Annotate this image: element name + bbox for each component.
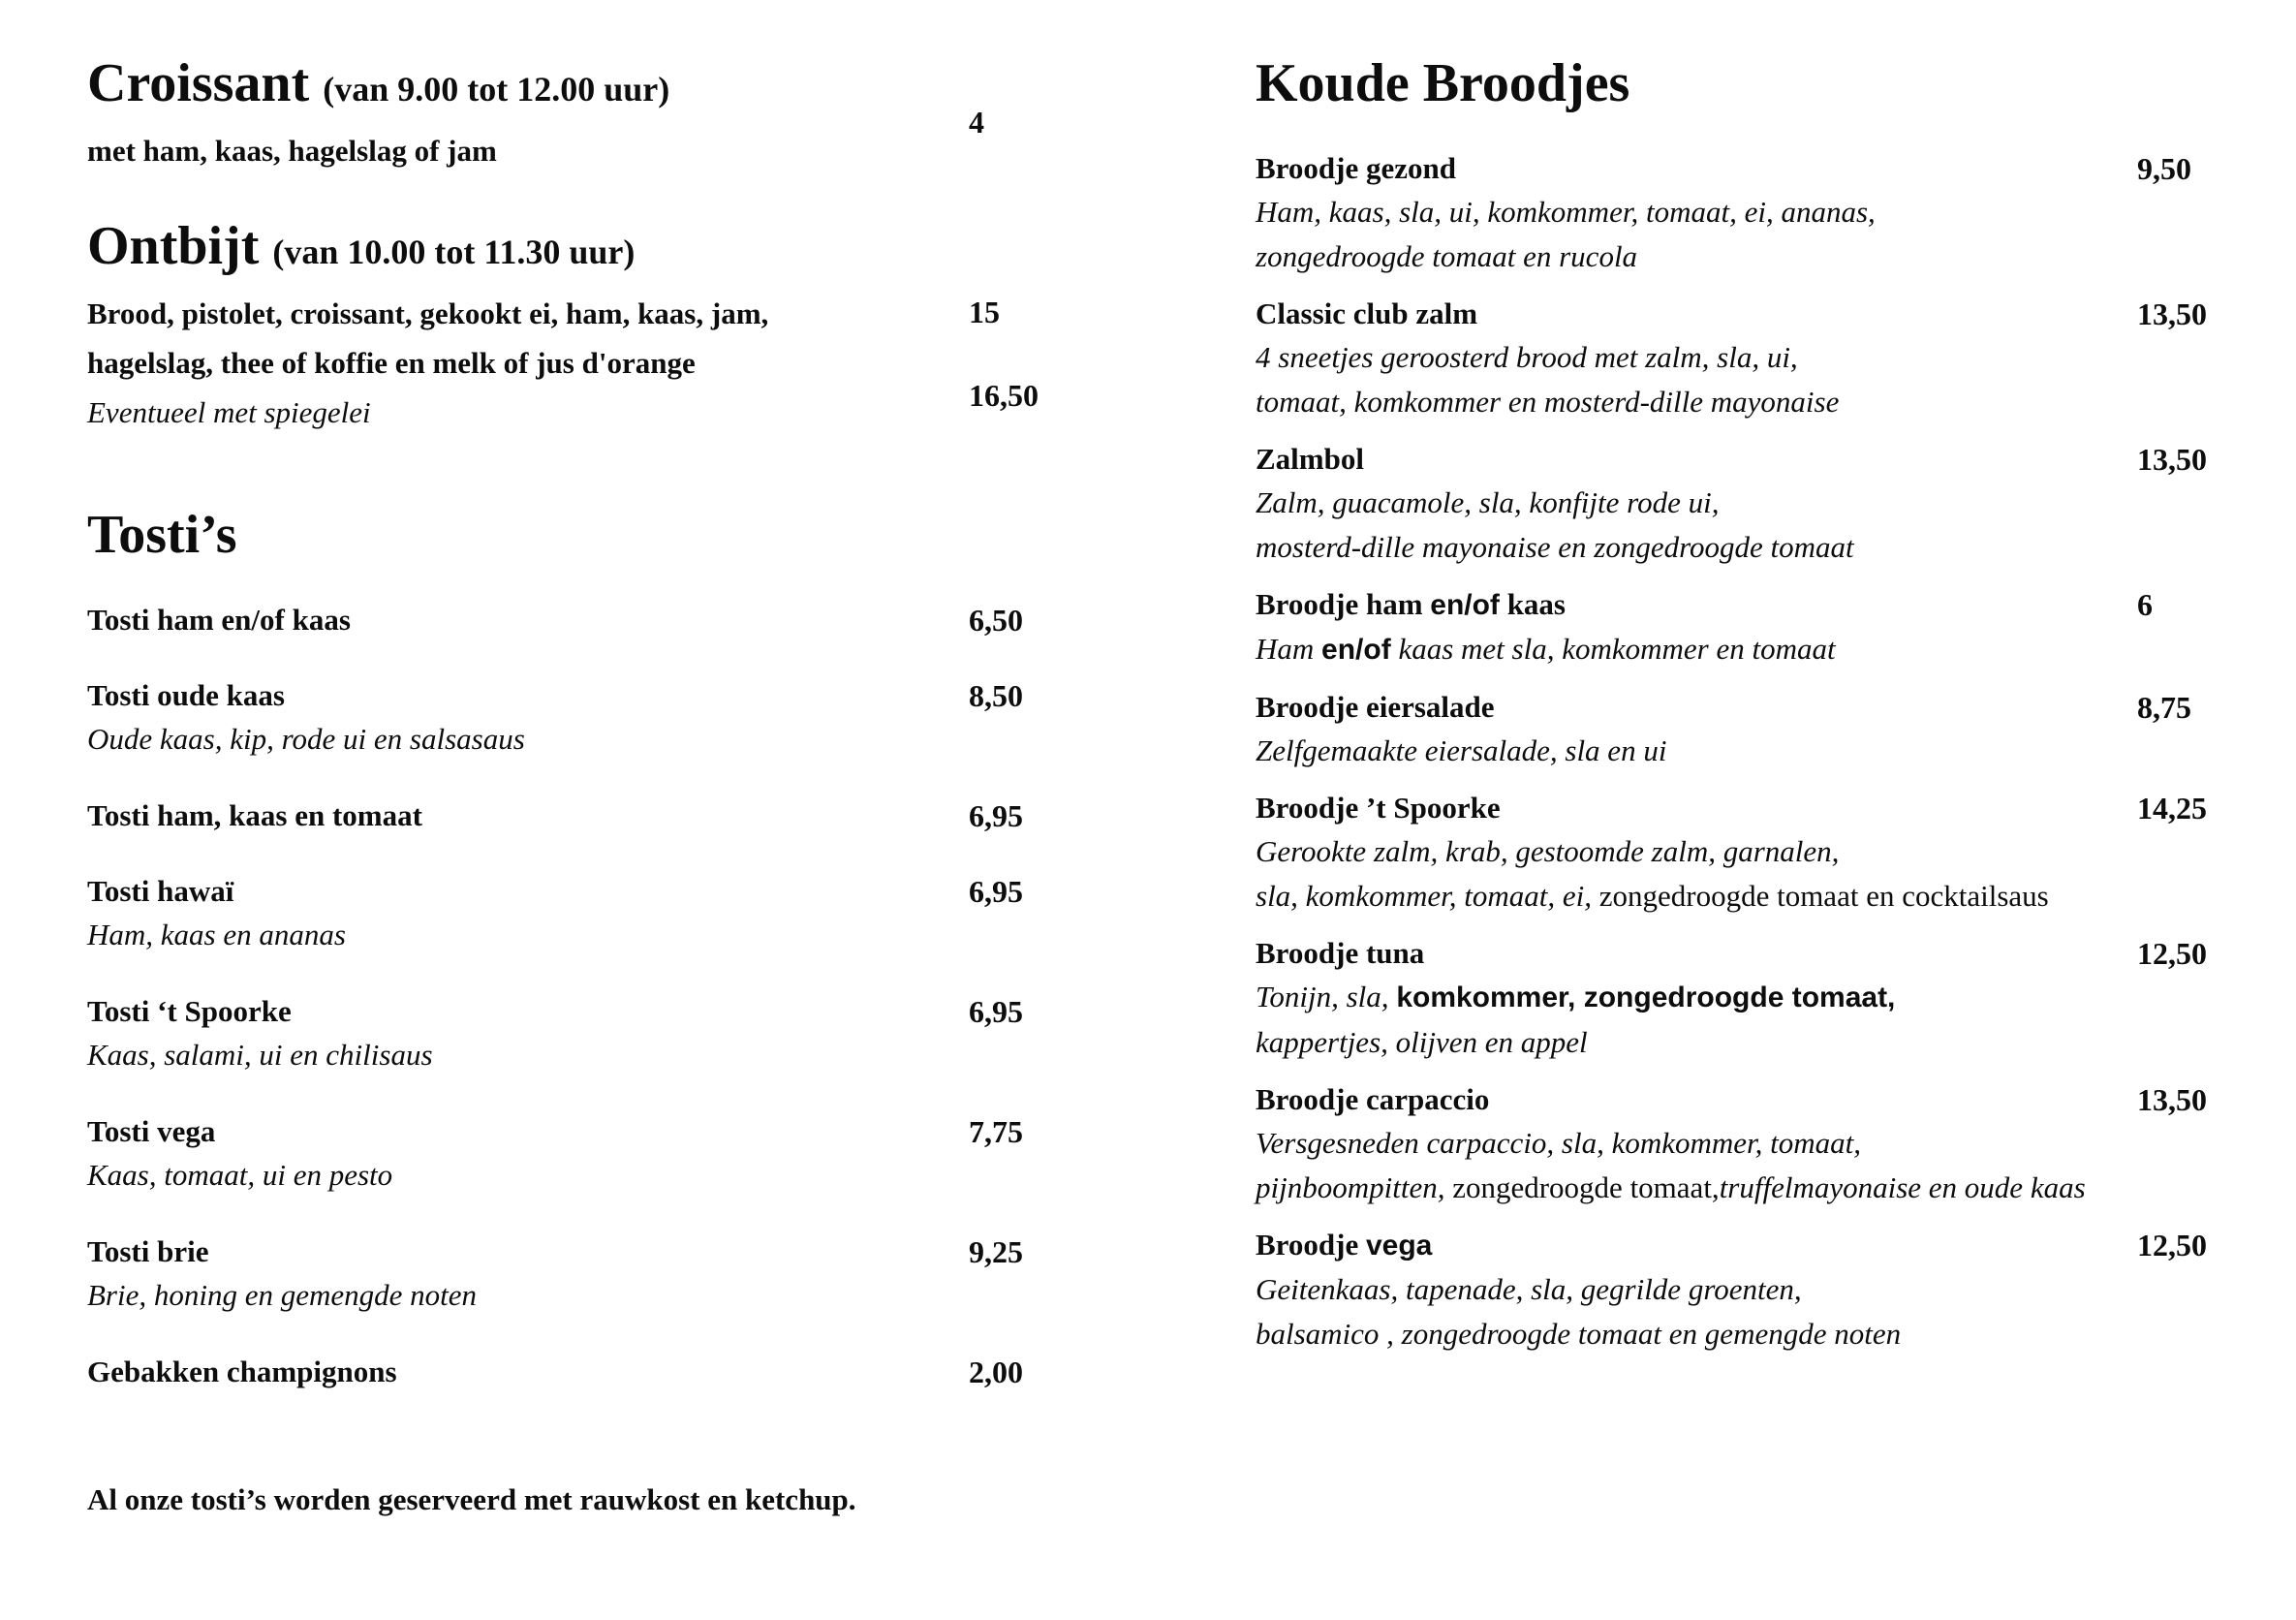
text-run: Tosti ‘t Spoorke <box>87 994 292 1028</box>
section-koude-broodjes <box>1256 54 2290 112</box>
menu-item-price: 6,95 <box>969 994 1023 1029</box>
menu-item-price: 12,50 <box>2137 1228 2207 1262</box>
text-run: Gebakken champignons <box>87 1355 397 1388</box>
menu-item <box>87 599 1124 641</box>
menu-item-desc <box>1256 874 2290 919</box>
menu-item-price: 9,50 <box>2137 151 2191 186</box>
text-run: komkommer, zongedroogde tomaat, <box>1396 981 1896 1013</box>
text-run: en/of <box>1321 634 1391 666</box>
text-run: Gerookte zalm, krab, gestoomde zalm, garnalen, <box>1256 834 1840 868</box>
text-run: Ham <box>1256 632 1322 666</box>
menu-item <box>1256 787 2290 919</box>
text-run: Zalmbol <box>1256 442 1364 476</box>
right-column <box>1256 0 2290 1620</box>
text-run: zongedroogde tomaat en cocktailsaus <box>1598 879 2049 913</box>
text-run: Broodje tuna <box>1256 936 1425 970</box>
text-run: Broodje ham <box>1256 587 1431 621</box>
menu-item-price: 12,50 <box>2137 936 2207 971</box>
menu-item-price: 8,75 <box>2137 690 2191 725</box>
tostis-section-title: Tosti’s <box>87 505 237 565</box>
menu-item <box>1256 438 2290 570</box>
menu-item-name <box>1256 583 2290 627</box>
text-run: Tosti ham en/of kaas <box>87 603 351 637</box>
text-run: Broodje gezond <box>1256 151 1456 185</box>
section-croissant <box>87 54 1124 175</box>
menu-item-price: 2,00 <box>969 1355 1023 1389</box>
text-run: zongedroogde tomaat en rucola <box>1256 239 1638 273</box>
text-run: Oude kaas, kip, rode ui en salsasaus <box>87 722 525 756</box>
text-run: Tosti oude kaas <box>87 678 285 712</box>
menu-item-name <box>1256 1078 2290 1121</box>
text-run: tomaat, komkommer en mosterd-dille mayonaise <box>1256 385 1840 419</box>
text-run: Broodje carpaccio <box>1256 1082 1490 1116</box>
ontbijt-title-text: Ontbijt <box>87 216 260 276</box>
croissant-title-text: Croissant <box>87 53 310 113</box>
menu-item <box>1256 293 2290 424</box>
text-run: Tosti brie <box>87 1234 209 1268</box>
menu-item-desc <box>1256 380 2290 424</box>
menu-item-desc <box>1256 234 2290 279</box>
menu-item-price: 14,25 <box>2137 791 2207 826</box>
text-run: Geitenkaas, tapenade, sla, gegrilde groenten, <box>1256 1272 1802 1306</box>
tosti-footnote: Al onze tosti’s worden geserveerd met rauwkost en ketchup. <box>87 1482 856 1516</box>
text-run: Broodje ’t Spoorke <box>1256 791 1501 825</box>
koude-broodjes-item-list <box>1256 147 2290 1370</box>
text-run: Kaas, salami, ui en chilisaus <box>87 1038 433 1072</box>
menu-item <box>1256 932 2290 1065</box>
text-run: Tosti hawaï <box>87 874 234 908</box>
menu-item-name <box>1256 438 2290 481</box>
text-run: Kaas, tomaat, ui en pesto <box>87 1158 393 1192</box>
text-run: truffelmayonaise en oude kaas <box>1719 1170 2086 1204</box>
text-run: Tonijn, sla, <box>1256 980 1397 1013</box>
menu-item-price: 8,50 <box>969 678 1023 713</box>
menu-item <box>87 1351 1124 1393</box>
text-run: kaas met sla, komkommer en tomaat <box>1390 632 1836 666</box>
text-run: pijnboompitten, <box>1256 1170 1453 1204</box>
menu-item-desc <box>1256 1312 2290 1356</box>
croissant-price: 4 <box>969 105 984 140</box>
menu-item-price: 6,95 <box>969 874 1023 909</box>
text-run: Versgesneden carpaccio, sla, komkommer, tomaat, <box>1256 1126 1862 1160</box>
menu-item-desc <box>1256 525 2290 570</box>
menu-item-desc <box>1256 1267 2290 1312</box>
croissant-description: met ham, kaas, hagelslag of jam <box>87 134 497 168</box>
menu-item-price: 13,50 <box>2137 442 2207 477</box>
menu-item-desc <box>1256 335 2290 380</box>
menu-item <box>87 794 1124 837</box>
menu-item-desc <box>87 717 1124 762</box>
text-run: sla, komkommer, tomaat, ei, <box>1256 879 1599 913</box>
menu-item-desc <box>1256 481 2290 525</box>
section-tostis <box>87 506 1124 564</box>
text-run: Ham, kaas, sla, ui, komkommer, tomaat, ei, ananas, <box>1256 195 1876 229</box>
text-run: Broodje eiersalade <box>1256 690 1495 724</box>
menu-item-name <box>1256 1224 2290 1267</box>
croissant-hours: (van 9.00 tot 12.00 uur) <box>323 70 670 109</box>
menu-item-desc <box>1256 829 2290 874</box>
ontbijt-option-price: 16,50 <box>969 378 1039 413</box>
menu-item-desc <box>1256 975 2290 1020</box>
ontbijt-description-line2: hagelslag, thee of koffie en melk of jus d'orange <box>87 346 696 380</box>
menu-item <box>1256 147 2290 279</box>
tosti-item-list <box>87 599 1124 1426</box>
menu-item <box>87 674 1124 762</box>
ontbijt-description-line1: Brood, pistolet, croissant, gekookt ei, ham, kaas, jam, <box>87 296 769 330</box>
text-run: kaas <box>1499 587 1566 621</box>
menu-item-name <box>1256 787 2290 829</box>
text-run: 4 sneetjes geroosterd brood met zalm, sla, ui, <box>1256 340 1798 374</box>
ontbijt-section-title <box>87 217 1124 281</box>
text-run: balsamico , zongedroogde tomaat en gemengde noten <box>1256 1317 1902 1351</box>
menu-item <box>1256 1078 2290 1210</box>
menu-item-desc <box>1256 729 2290 773</box>
menu-item <box>87 870 1124 957</box>
text-run: mosterd-dille mayonaise en zongedroogde tomaat <box>1256 530 1854 564</box>
left-column <box>87 0 1124 1620</box>
menu-item-name <box>1256 293 2290 335</box>
menu-item-desc <box>1256 627 2290 672</box>
menu-item <box>1256 686 2290 773</box>
section-ontbijt <box>87 217 1124 437</box>
text-run: Broodje <box>1256 1228 1366 1262</box>
menu-item-desc <box>1256 1121 2290 1166</box>
text-run: Ham, kaas en ananas <box>87 918 346 951</box>
text-run: kappertjes, olijven en appel <box>1256 1025 1588 1059</box>
menu-item <box>87 1231 1124 1318</box>
menu-item-name <box>1256 686 2290 729</box>
text-run: en/of <box>1430 589 1500 621</box>
menu-item-name <box>1256 147 2290 190</box>
menu-item-price: 13,50 <box>2137 1082 2207 1117</box>
text-run: Zalm, guacamole, sla, konfijte rode ui, <box>1256 485 1720 519</box>
menu-item-desc <box>1256 190 2290 234</box>
menu-item-desc <box>1256 1020 2290 1065</box>
menu-item-desc <box>87 1153 1124 1198</box>
menu-item-desc <box>87 1033 1124 1077</box>
ontbijt-option: Eventueel met spiegelei <box>87 395 371 429</box>
menu-item-price: 9,25 <box>969 1234 1023 1269</box>
text-run: Zelfgemaakte eiersalade, sla en ui <box>1256 733 1667 767</box>
menu-item <box>87 990 1124 1077</box>
menu-item-name <box>1256 932 2290 975</box>
menu-item-price: 6,95 <box>969 798 1023 833</box>
text-run: Tosti ham, kaas en tomaat <box>87 798 422 832</box>
menu-item <box>1256 583 2290 672</box>
ontbijt-hours: (van 10.00 tot 11.30 uur) <box>272 233 636 271</box>
menu-item <box>1256 1224 2290 1356</box>
text-run: Classic club zalm <box>1256 296 1478 330</box>
menu-item-price: 7,75 <box>969 1114 1023 1149</box>
menu-item-desc <box>87 913 1124 957</box>
menu-item-price: 6 <box>2137 587 2153 622</box>
menu-item <box>87 1110 1124 1198</box>
koude-broodjes-section-title: Koude Broodjes <box>1256 53 1630 113</box>
menu-item-price: 13,50 <box>2137 296 2207 331</box>
menu-item-desc <box>87 1273 1124 1318</box>
text-run: vega <box>1365 1230 1433 1262</box>
menu-item-price: 6,50 <box>969 603 1023 638</box>
text-run: Tosti vega <box>87 1114 216 1148</box>
menu-item-desc <box>1256 1166 2290 1210</box>
ontbijt-price: 15 <box>969 295 1000 329</box>
text-run: zongedroogde tomaat, <box>1452 1170 1720 1204</box>
text-run: Brie, honing en gemengde noten <box>87 1278 478 1312</box>
